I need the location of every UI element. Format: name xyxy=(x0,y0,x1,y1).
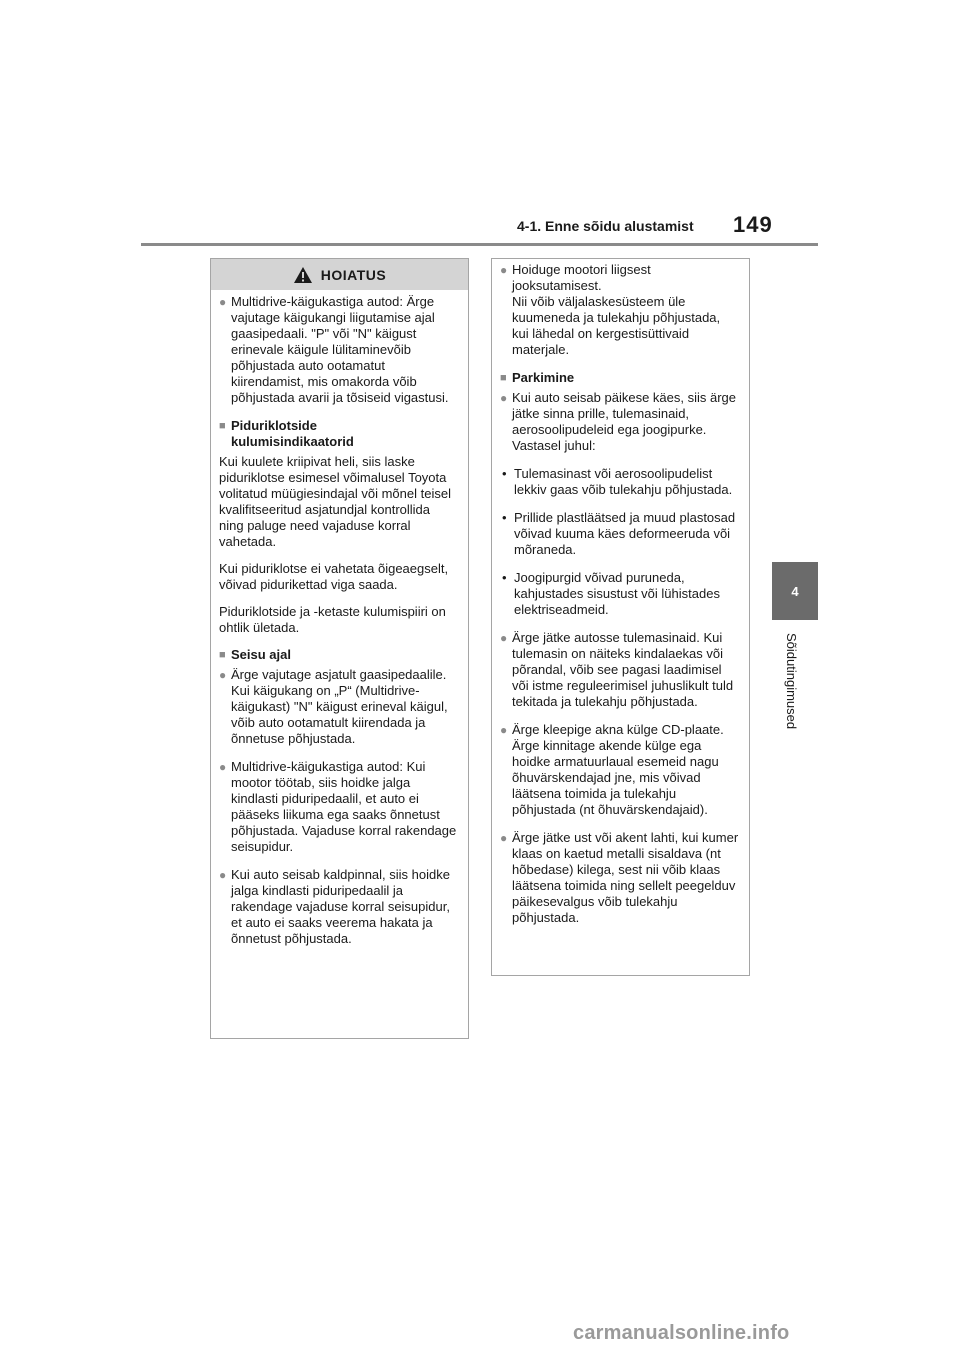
paragraph: Kui kuulete kriipivat heli, siis laske piduriklotse esimesel võimalusel Toyota volitatud müügiesindajal või mõnel teisel kvalifitseeritud asjatundjal kontrollida ning paluge need vajaduse korral vahetada. xyxy=(219,454,451,549)
circle-bullet-icon: ● xyxy=(219,668,227,682)
chapter-tab: 4 xyxy=(772,562,818,620)
sub-heading: ■ Piduriklotside kulumisindikaatorid xyxy=(219,418,354,449)
chapter-label: Sõidutingimused xyxy=(784,633,799,730)
list-item: ● Ärge jätke autosse tulemasinaid. Kui tulemasin on näiteks kindalaekas või põrandal, võib see pagasi laadimisel või istme reguleerimisel juhuslikult tuld tekitada ja tulekahju põhjustada. xyxy=(500,630,734,709)
warning-box-left xyxy=(210,258,469,1039)
warning-content-right xyxy=(492,259,749,926)
list-item: ● Hoiduge mootori liigsest jooksutamisest. Nii võib väljalaskesüsteem üle kuumeneda ja tulekahju põhjustada, kui lähedal on kergestisüttivaid materjale. xyxy=(500,262,721,357)
dot-list-item: • Prillide plastläätsed ja muud plastosad võivad kuuma käes deformeeruda või mõraneda. xyxy=(502,510,736,557)
circle-bullet-icon: ● xyxy=(500,263,508,277)
warning-header xyxy=(211,259,468,290)
list-item: ● Multidrive-käigukastiga autod: Ärge vajutage käigukangi liigutamise ajal gaasipedaali. "P" või "N" käigust erinevale käigule lülitaminevõib põhjustada auto ootamatut kiirendamist, mis omakorda võib põhjustada avarii ja tõsiseid vigastusi. xyxy=(219,294,449,405)
warning-box-right xyxy=(491,258,750,976)
section-title: 4-1. Enne sõidu alustamist xyxy=(517,218,694,234)
dot-bullet-icon: • xyxy=(502,466,507,481)
sub-heading: ■ Parkimine xyxy=(500,370,575,385)
list-item: ● Ärge jätke ust või akent lahti, kui kumer klaas on kaetud metalli sisaldava (nt hõbedase) kilega, sest nii võib klaas läätsena toimida ning sellelt peegelduv päikesevalgus võib tulekahju põhjustada. xyxy=(500,830,739,925)
warning-title: HOIATUS xyxy=(320,266,387,283)
square-bullet-icon: ■ xyxy=(219,649,226,661)
watermark: carmanualsonline.info xyxy=(573,1322,790,1344)
circle-bullet-icon: ● xyxy=(500,391,508,405)
warning-triangle-icon xyxy=(293,266,313,284)
dot-list-item: • Tulemasinast või aerosoolipudelist lekkiv gaas võib tulekahju põhjustada. xyxy=(502,466,733,497)
list-item: ● Ärge kleepige akna külge CD-plaate. Ärge kinnitage akende külge ega hoidke armatuurlaual esemeid nagu õhuvärskendajad jne, mis võivad läätsena toimida ja tulekahju põhjustada (nt õhuvärskendajaid). xyxy=(500,722,724,817)
page-number: 149 xyxy=(733,212,773,237)
circle-bullet-icon: ● xyxy=(219,760,227,774)
circle-bullet-icon: ● xyxy=(500,631,508,645)
header-divider xyxy=(141,243,818,246)
warning-content-left xyxy=(211,290,468,947)
circle-bullet-icon: ● xyxy=(500,831,508,845)
dot-bullet-icon: • xyxy=(502,570,507,585)
sub-heading: ■ Seisu ajal xyxy=(219,647,291,662)
paragraph: Piduriklotside ja -ketaste kulumispiiri on ohtlik ületada. xyxy=(219,604,446,635)
circle-bullet-icon: ● xyxy=(219,868,227,882)
list-item: ● Kui auto seisab päikese käes, siis ärge jätke sinna prille, tulemasinaid, aerosoolipudeleid ega joogipurke. Vastasel juhul: xyxy=(500,390,737,453)
circle-bullet-icon: ● xyxy=(219,295,227,309)
list-item: ● Multidrive-käigukastiga autod: Kui mootor töötab, siis hoidke jalga kindlasti piduripedaalil, et auto ei pääseks liikuma ega saaks õnnetust põhjustada. Vajaduse korral rakendage seisupidur. xyxy=(219,759,457,854)
dot-bullet-icon: • xyxy=(502,510,507,525)
circle-bullet-icon: ● xyxy=(500,723,508,737)
square-bullet-icon: ■ xyxy=(500,372,507,384)
paragraph: Kui piduriklotse ei vahetata õigeaegselt, võivad pidurikettad viga saada. xyxy=(219,561,449,592)
list-item: ● Kui auto seisab kaldpinnal, siis hoidke jalga kindlasti piduripedaalil ja rakendage vajaduse korral seisupidur, et auto ei saaks veerema hakata ja õnnetust põhjustada. xyxy=(219,867,450,946)
square-bullet-icon: ■ xyxy=(219,420,226,432)
list-item: ● Ärge vajutage asjatult gaasipedaalile. Kui käigukang on „P“ (Multidrive-käigukast) "N" käigust erineval käigul, võib auto ootamatult kiirendada ja õnnetuse põhjustada. xyxy=(219,667,448,746)
dot-list-item: • Joogipurgid võivad puruneda, kahjustades sisustust või lühistades elektriseadmeid. xyxy=(502,570,720,617)
